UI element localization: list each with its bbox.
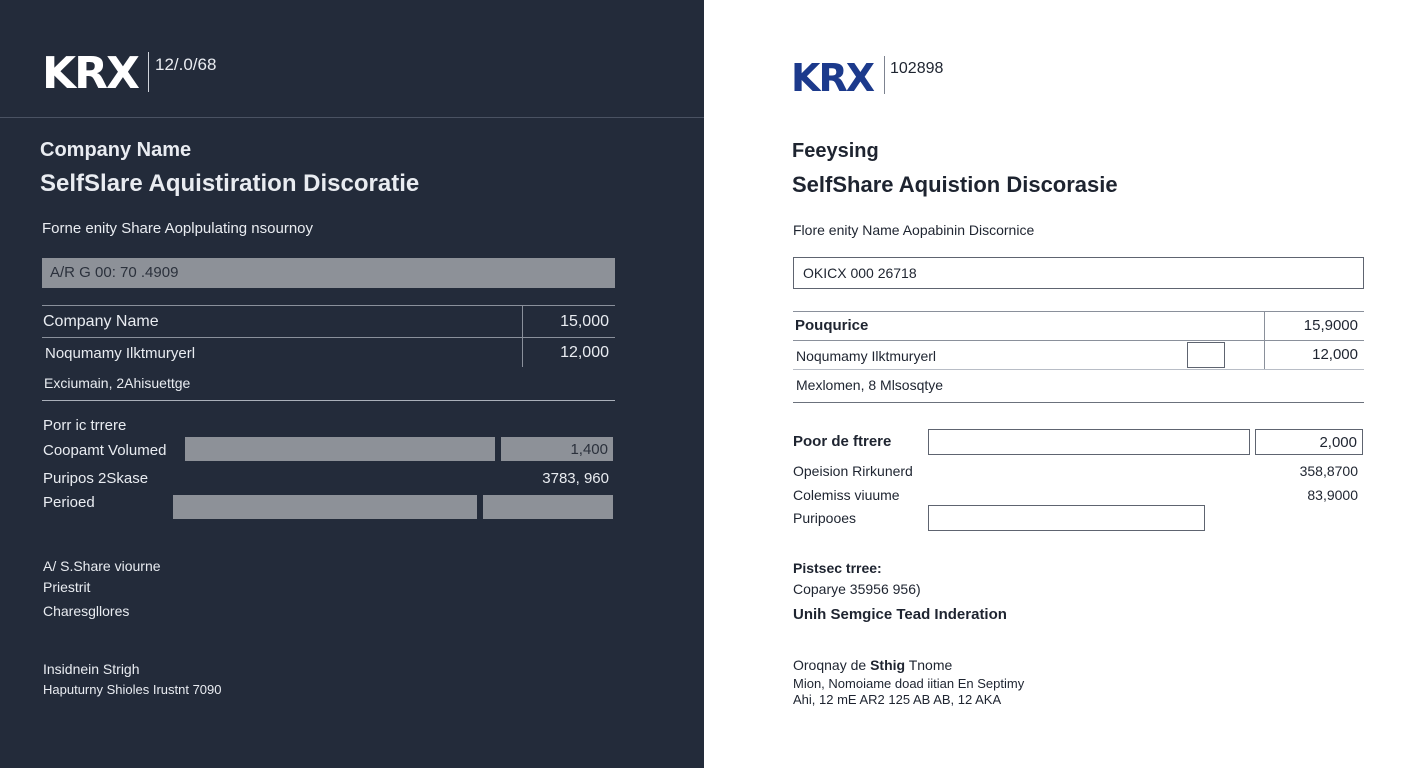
row-1-value: 15,000 xyxy=(560,313,609,330)
share-line-3: Charesgllores xyxy=(43,603,130,619)
document-code: 102898 xyxy=(890,60,944,77)
page-title: SelfSlare Aquistiration Discoratie xyxy=(40,170,420,197)
pistsec-label: Pistsec trree: xyxy=(793,560,882,576)
period-label: Porr ic trrere xyxy=(43,417,127,434)
subtitle: Flore enity Name Aopabinin Discornice xyxy=(793,222,1035,238)
subtitle: Forne enity Share Aoplpulating nsournoy xyxy=(42,220,314,237)
purpose-value: 3783, 960 xyxy=(542,470,609,487)
row-1-label: Pouqurice xyxy=(795,317,869,334)
table-row-line xyxy=(42,337,615,338)
row-1-value: 15,9000 xyxy=(1303,317,1358,334)
table-bottom-line xyxy=(793,402,1364,403)
logo-divider xyxy=(148,52,149,92)
purpose-label: Puripooes xyxy=(793,510,857,526)
share-line-2: Priestrit xyxy=(43,579,91,595)
footer-line-2: Mion, Nomoiame doad iitian En Septimy xyxy=(793,676,1025,691)
table-top-line xyxy=(793,311,1364,312)
purpose-label: Puripos 2Skase xyxy=(43,470,149,487)
table-row-line-2 xyxy=(793,369,1364,370)
code-field-value: OKICX 000 26718 xyxy=(803,265,917,281)
share-line-1: A/ S.Share viourne xyxy=(43,558,161,574)
row-2-value: 12,000 xyxy=(1312,346,1358,363)
header-divider xyxy=(0,117,704,118)
footer-line-1-c: Tnome xyxy=(908,657,953,673)
code-field xyxy=(42,258,615,288)
row-2-label: Noqumamy Ilktmuryerl xyxy=(45,345,196,362)
table-row-line xyxy=(793,340,1364,341)
footer-line-1-b: Sthig xyxy=(870,657,906,673)
footer-line-1: Insidnein Strigh xyxy=(43,661,140,677)
row-2-value: 12,000 xyxy=(560,344,609,361)
operation-value: 358,8700 xyxy=(1299,463,1358,479)
volume-field xyxy=(185,437,495,461)
row-3-label: Exciumain, 2Ahisuettge xyxy=(44,375,191,391)
volume-label: Colemiss viuume xyxy=(793,487,900,503)
footer-line-3: Ahi, 12 mE AR2 125 AB AB, 12 AKA xyxy=(793,692,1002,707)
period-field-1 xyxy=(173,495,477,519)
company-label: Company Name xyxy=(40,139,192,161)
code-field xyxy=(793,257,1364,289)
code-field-value: A/R G 00: 70 .4909 xyxy=(50,264,179,281)
period-value: 2,000 xyxy=(1319,434,1357,451)
row-1-label: Company Name xyxy=(43,313,159,330)
unih-line: Unih Semgice Tead Inderation xyxy=(793,606,1007,623)
logo-divider xyxy=(884,56,885,94)
right-document-panel xyxy=(704,0,1408,768)
company-label: Feeysing xyxy=(792,140,879,162)
krx-logo: KRX xyxy=(791,56,874,100)
row-2-label: Noqumamy Ilktmuryerl xyxy=(796,348,937,364)
period-label: Poor de ftrere xyxy=(793,433,892,450)
volume-value: 1,400 xyxy=(570,441,608,458)
krx-logo: KRX xyxy=(42,48,138,99)
table-column-divider xyxy=(522,305,523,367)
operation-label: Opeision Rirkunerd xyxy=(793,463,913,479)
volume-value-field xyxy=(501,437,613,461)
period-value-field[interactable] xyxy=(1255,429,1363,455)
volume-label: Coopamt Volumed xyxy=(43,442,167,459)
table-top-line xyxy=(42,305,615,306)
period-field[interactable] xyxy=(928,429,1250,455)
coparye-line: Coparye 35956 956) xyxy=(793,581,921,597)
purpose-field[interactable] xyxy=(928,505,1205,531)
volume-value: 83,9000 xyxy=(1307,487,1358,503)
footer-line-1 xyxy=(793,657,952,673)
row-2-checkbox[interactable] xyxy=(1187,342,1225,368)
row-3-label: Mexlomen, 8 Mlsosqtye xyxy=(796,377,944,393)
document-code: 12/.0/68 xyxy=(155,55,217,74)
footer-line-1-a: Oroqnay de xyxy=(793,657,867,673)
footer-line-2: Haputurny Shioles Irustnt 7090 xyxy=(43,682,222,697)
period2-label: Perioed xyxy=(43,494,95,511)
period-field-2 xyxy=(483,495,613,519)
table-bottom-line xyxy=(42,400,615,401)
page-title: SelfShare Aquistion Discorasie xyxy=(792,172,1118,197)
